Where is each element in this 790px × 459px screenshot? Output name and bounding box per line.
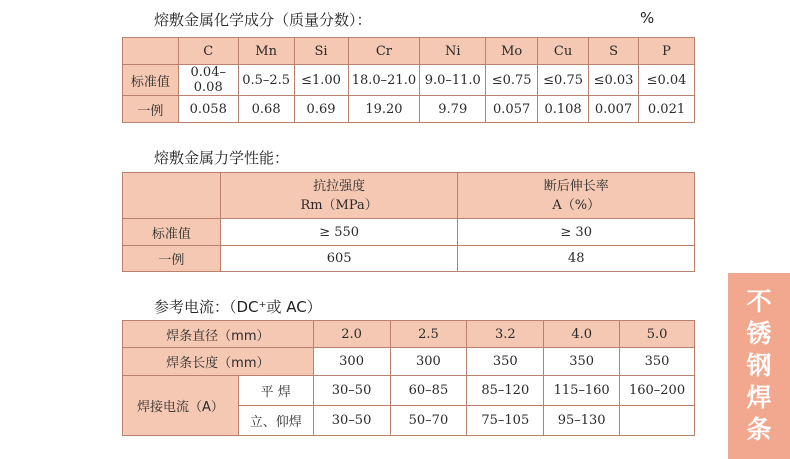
mech-header-line1: 抗拉强度 bbox=[313, 178, 366, 194]
length-cell: 350 bbox=[544, 348, 620, 376]
diameter-cell: 4.0 bbox=[544, 321, 620, 348]
welding-current-table bbox=[122, 320, 695, 436]
chem-header-cell: Ni bbox=[420, 38, 486, 65]
flat-cell: 160–200 bbox=[620, 376, 695, 406]
table-cell: 0.5–2.5 bbox=[238, 65, 294, 96]
length-cell: 350 bbox=[467, 348, 544, 376]
length-cell: 300 bbox=[390, 348, 467, 376]
table-cell: ≥ 550 bbox=[220, 219, 458, 246]
table-cell: 9.0–11.0 bbox=[420, 65, 486, 96]
banner-char: 钢 bbox=[746, 351, 772, 380]
table-cell: ≤1.00 bbox=[294, 65, 348, 96]
chem-row-standard bbox=[123, 65, 695, 96]
table-cell: ≤0.75 bbox=[538, 65, 589, 96]
table-cell: ≥ 30 bbox=[458, 219, 695, 246]
table-cell: 0.108 bbox=[538, 96, 589, 123]
length-row bbox=[123, 348, 695, 376]
chem-header-cell: Cu bbox=[538, 38, 589, 65]
row-label: 一例 bbox=[123, 96, 179, 123]
mech-title: 熔敷金属力学性能： bbox=[154, 149, 290, 167]
chemical-composition-table bbox=[122, 37, 695, 123]
mech-header-line1: 断后伸长率 bbox=[543, 178, 609, 194]
table-cell: 18.0–21.0 bbox=[348, 65, 420, 96]
banner-char: 焊 bbox=[746, 383, 772, 412]
length-label: 焊条长度（mm） bbox=[123, 348, 314, 376]
mech-header-cell bbox=[220, 173, 458, 219]
diameter-cell: 2.0 bbox=[313, 321, 390, 348]
vertical-cell: 95–130 bbox=[544, 406, 620, 436]
mech-corner-cell bbox=[123, 173, 221, 219]
table-cell: 0.69 bbox=[294, 96, 348, 123]
table-cell: ≤0.75 bbox=[486, 65, 538, 96]
chem-header-row bbox=[123, 38, 695, 65]
banner-char: 条 bbox=[746, 415, 772, 444]
length-cell: 350 bbox=[620, 348, 695, 376]
flat-cell: 60–85 bbox=[390, 376, 467, 406]
table-cell: 0.057 bbox=[486, 96, 538, 123]
chem-header-cell: C bbox=[178, 38, 238, 65]
chem-unit: % bbox=[640, 9, 655, 27]
table-cell: 19.20 bbox=[348, 96, 420, 123]
banner-char: 不 bbox=[746, 287, 772, 316]
mech-header-line2: A（%） bbox=[552, 197, 601, 213]
current-label: 焊接电流（A） bbox=[123, 376, 239, 436]
chem-header-cell: Si bbox=[294, 38, 348, 65]
row-label: 标准值 bbox=[123, 65, 179, 96]
mech-row-example bbox=[123, 246, 695, 272]
mechanical-properties-table bbox=[122, 172, 695, 272]
vertical-cell bbox=[620, 406, 695, 436]
length-cell: 300 bbox=[313, 348, 390, 376]
diameter-cell: 5.0 bbox=[620, 321, 695, 348]
current-title: 参考电流：（DC⁺或 AC） bbox=[154, 298, 322, 316]
diameter-cell: 3.2 bbox=[467, 321, 544, 348]
table-cell: 0.021 bbox=[639, 96, 695, 123]
chem-header-cell: S bbox=[589, 38, 639, 65]
chem-header-cell: Mn bbox=[238, 38, 294, 65]
flat-cell: 115–160 bbox=[544, 376, 620, 406]
flat-label: 平 焊 bbox=[238, 376, 313, 406]
table-cell: 0.68 bbox=[238, 96, 294, 123]
chem-header-cell: Cr bbox=[348, 38, 420, 65]
row-label: 标准值 bbox=[123, 219, 221, 246]
flat-cell: 85–120 bbox=[467, 376, 544, 406]
vertical-label: 立、仰焊 bbox=[238, 406, 313, 436]
side-banner bbox=[728, 273, 790, 459]
flat-row bbox=[123, 376, 695, 406]
vertical-cell: 30–50 bbox=[313, 406, 390, 436]
table-cell: ≤0.03 bbox=[589, 65, 639, 96]
chem-corner-cell bbox=[123, 38, 179, 65]
table-cell: 9.79 bbox=[420, 96, 486, 123]
table-cell: 0.007 bbox=[589, 96, 639, 123]
chem-row-example bbox=[123, 96, 695, 123]
chem-header-cell: Mo bbox=[486, 38, 538, 65]
diameter-label: 焊条直径（mm） bbox=[123, 321, 314, 348]
diameter-row bbox=[123, 321, 695, 348]
table-cell: ≤0.04 bbox=[639, 65, 695, 96]
diameter-cell: 2.5 bbox=[390, 321, 467, 348]
banner-char: 锈 bbox=[746, 319, 772, 348]
table-cell: 48 bbox=[458, 246, 695, 272]
chem-header-cell: P bbox=[639, 38, 695, 65]
mech-header-cell bbox=[458, 173, 695, 219]
flat-cell: 30–50 bbox=[313, 376, 390, 406]
chem-title: 熔敷金属化学成分（质量分数）： bbox=[154, 11, 372, 29]
table-cell: 605 bbox=[220, 246, 458, 272]
mech-row-standard bbox=[123, 219, 695, 246]
vertical-cell: 50–70 bbox=[390, 406, 467, 436]
mech-header-line2: Rm（MPa） bbox=[300, 197, 378, 213]
row-label: 一例 bbox=[123, 246, 221, 272]
table-cell: 0.058 bbox=[178, 96, 238, 123]
vertical-cell: 75–105 bbox=[467, 406, 544, 436]
mech-header-row bbox=[123, 173, 695, 219]
table-cell: 0.04–0.08 bbox=[178, 65, 238, 96]
